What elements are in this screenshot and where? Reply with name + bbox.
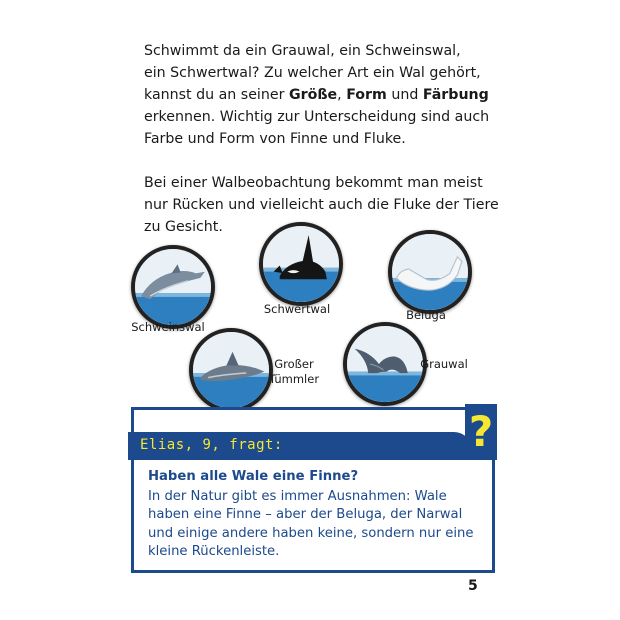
dolphin-icon	[193, 332, 269, 408]
intro-line-2: ein Schwertwal? Zu welcher Art ein Wal gehört,	[144, 65, 481, 81]
answer-line-1: In der Natur gibt es immer Ausnahmen: Wale	[148, 489, 447, 504]
observation-line-3: zu Gesicht.	[144, 219, 223, 235]
grosser-tuemmler-label	[264, 357, 324, 387]
schwertwal-illustration	[259, 222, 343, 306]
observation-line-2: nur Rücken und vielleicht auch die Fluke der Tiere	[144, 197, 499, 213]
page-number: 5	[468, 578, 478, 594]
beluga-illustration	[388, 230, 472, 314]
grauwal-label: Grauwal	[420, 357, 468, 371]
intro-line-3e: und	[386, 87, 423, 103]
asker-label: Elias, 9, fragt:	[140, 437, 283, 453]
observation-line-1: Bei einer Walbeobachtung bekommt man meist	[144, 175, 483, 191]
keyword-groesse: Größe	[288, 87, 338, 103]
observation-paragraph	[144, 172, 524, 238]
answer-line-4: kleine Rückenleiste.	[148, 544, 280, 560]
intro-line-1: Schwimmt da ein Grauwal, ein Schweinswal,	[144, 43, 461, 59]
grosser-tuemmler-illustration	[189, 328, 273, 412]
intro-line-5: Farbe und Form von Finne und Fluke.	[144, 131, 406, 147]
orca-icon	[263, 226, 339, 302]
intro-paragraph	[144, 40, 524, 150]
question-mark-icon: ?	[468, 407, 494, 456]
beluga-icon	[392, 234, 468, 310]
question-answer	[148, 488, 478, 562]
intro-line-3a: kannst du an seiner	[144, 87, 289, 103]
intro-line-3c: ,	[337, 87, 347, 103]
intro-line-4: erkennen. Wichtig zur Unterscheidung sind auch	[144, 109, 490, 125]
keyword-form: Form	[346, 87, 387, 103]
schweinswal-label: Schweinswal	[131, 320, 205, 334]
answer-line-2: haben eine Finne – aber der Beluga, der Narwal	[148, 507, 463, 523]
gray-whale-fluke-icon	[347, 326, 423, 402]
porpoise-icon	[135, 249, 211, 325]
tuemmler-label-line-2: Tümmler	[268, 372, 320, 386]
question-header-tab	[128, 432, 472, 460]
tuemmler-label-line-1: Großer	[274, 357, 314, 371]
schweinswal-illustration	[131, 245, 215, 329]
beluga-label: Beluga	[406, 308, 446, 322]
keyword-faerbung: Färbung	[422, 87, 489, 103]
answer-line-3: und einige andere haben keine, sondern nur eine	[148, 525, 474, 541]
schwertwal-label: Schwertwal	[263, 302, 331, 316]
question-title: Haben alle Wale eine Finne?	[148, 469, 359, 484]
